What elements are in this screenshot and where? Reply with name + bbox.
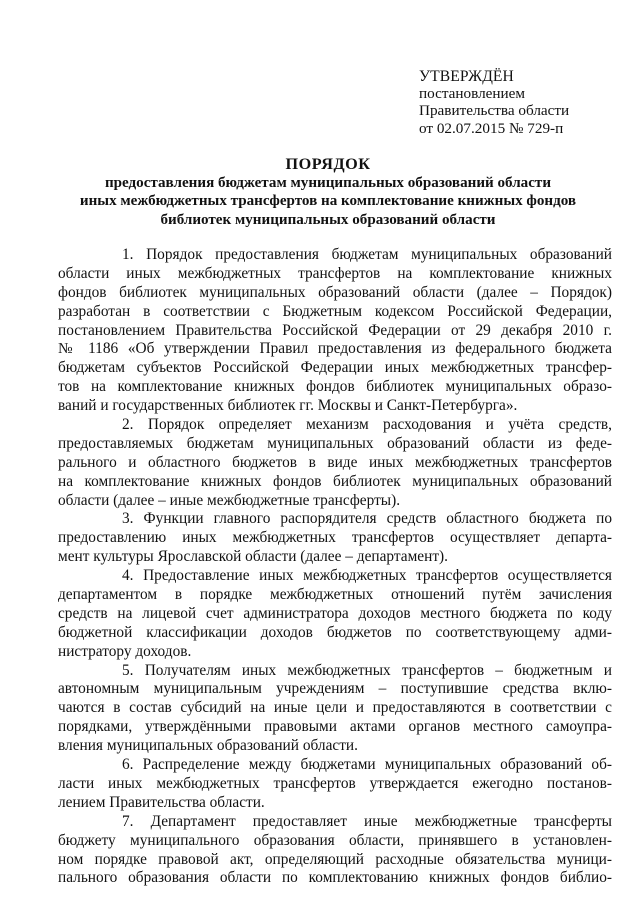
approval-line: от 02.07.2015 № 729-п (419, 119, 564, 137)
document-title: ПОРЯДОК (285, 155, 371, 173)
paragraph-line: департаментом в порядке межбюджетных отношений путём зачисления (58, 586, 612, 604)
paragraph-line: бюджетам субъектов Российской Федерации иных межбюджетных трансфер- (58, 359, 612, 377)
paragraph-line: чаются в состав субсидий на иные цели и предоставляются в соответствии с (58, 699, 612, 717)
paragraph-line: бюджетной классификации доходов бюджетов по соответствующему адми- (58, 623, 612, 641)
paragraph-line: бюджету муниципального образования области, принявшего в установлен- (58, 831, 612, 849)
paragraph-line: постановлением Правительства Российской Федерации от 29 декабря 2010 г. (58, 321, 612, 339)
approval-line: Правительства области (419, 102, 570, 120)
paragraph-line: 6. Распределение между бюджетами муниципальных образований об- (122, 756, 612, 774)
document-subtitle-line: предоставления бюджетам муниципальных образований области (104, 175, 552, 191)
paragraph-line: предоставляемых бюджетам муниципальных образований области из феде- (58, 434, 612, 452)
paragraph-line: 2. Порядок определяет механизм расходования и учёта средств, (122, 416, 612, 434)
document-subtitle-line: иных межбюджетных трансфертов на комплектование книжных фондов (79, 193, 577, 210)
approval-line: постановлением (419, 85, 526, 103)
approval-stamp (419, 68, 569, 137)
title-block (60, 155, 596, 229)
paragraph-line: 5. Получателям иных межбюджетных трансфертов – бюджетным и (122, 661, 612, 679)
paragraph-line: на комплектование книжных фондов библиотек муниципальных образований (58, 472, 612, 490)
paragraph-line: рального и областного бюджетов в виде иных межбюджетных трансфертов (58, 453, 612, 471)
paragraph-line: автономным муниципальным учреждениям – поступившие средства вклю- (58, 680, 612, 698)
paragraph-line: 4. Предоставление иных межбюджетных трансфертов осуществляется (122, 567, 612, 585)
paragraph-line: предоставлению иных межбюджетных трансфертов осуществляет департа- (58, 529, 612, 547)
document-subtitle-line: библиотек муниципальных образований области (160, 211, 496, 228)
paragraph-line: лением Правительства области. (58, 793, 265, 811)
paragraph-line: 3. Функции главного распорядителя средств областного бюджета по (122, 510, 612, 528)
paragraph-line: 1. Порядок предоставления бюджетам муниципальных образований (122, 246, 612, 263)
approval-title: УТВЕРЖДЁН (419, 68, 514, 85)
document-body (58, 246, 612, 888)
paragraph-line: 7. Департамент предоставляет иные межбюджетные трансферты (122, 812, 612, 830)
paragraph-line: области (далее – иные межбюджетные трансферты). (58, 491, 401, 509)
paragraph-line: порядками, утверждёнными правовыми актами органов местного самоупра- (58, 718, 612, 736)
paragraph-line: ваний и государственных библиотек гг. Москвы и Санкт-Петербурга». (58, 397, 518, 415)
paragraph-line: разработан в соответствии с Бюджетным кодексом Российской Федерации, (58, 302, 612, 320)
paragraph-line: средств на лицевой счет администратора доходов местного бюджета по коду (58, 604, 612, 622)
paragraph-line: области иных межбюджетных трансфертов на комплектование книжных (58, 264, 612, 282)
paragraph-line: ном порядке правовой акт, определяющий расходные обязательства муници- (58, 850, 612, 868)
paragraph-line: вления муниципальных образований области. (58, 737, 358, 755)
paragraph-line: тов на комплектование книжных фондов библиотек муниципальных образо- (58, 378, 612, 396)
paragraph-line: нистратору доходов. (58, 642, 192, 660)
paragraph-line: фондов библиотек муниципальных образований области (далее – Порядок) (58, 283, 612, 301)
paragraph-line: № 1186 «Об утверждении Правил предоставления из федерального бюджета (58, 340, 612, 358)
paragraph-line: ласти иных межбюджетных трансфертов утверждается ежегодно постанов- (58, 774, 612, 792)
paragraph-line: пального образования области по комплектованию книжных фондов библио- (58, 869, 612, 887)
paragraph-line: мент культуры Ярославской области (далее – департамент). (58, 548, 448, 566)
